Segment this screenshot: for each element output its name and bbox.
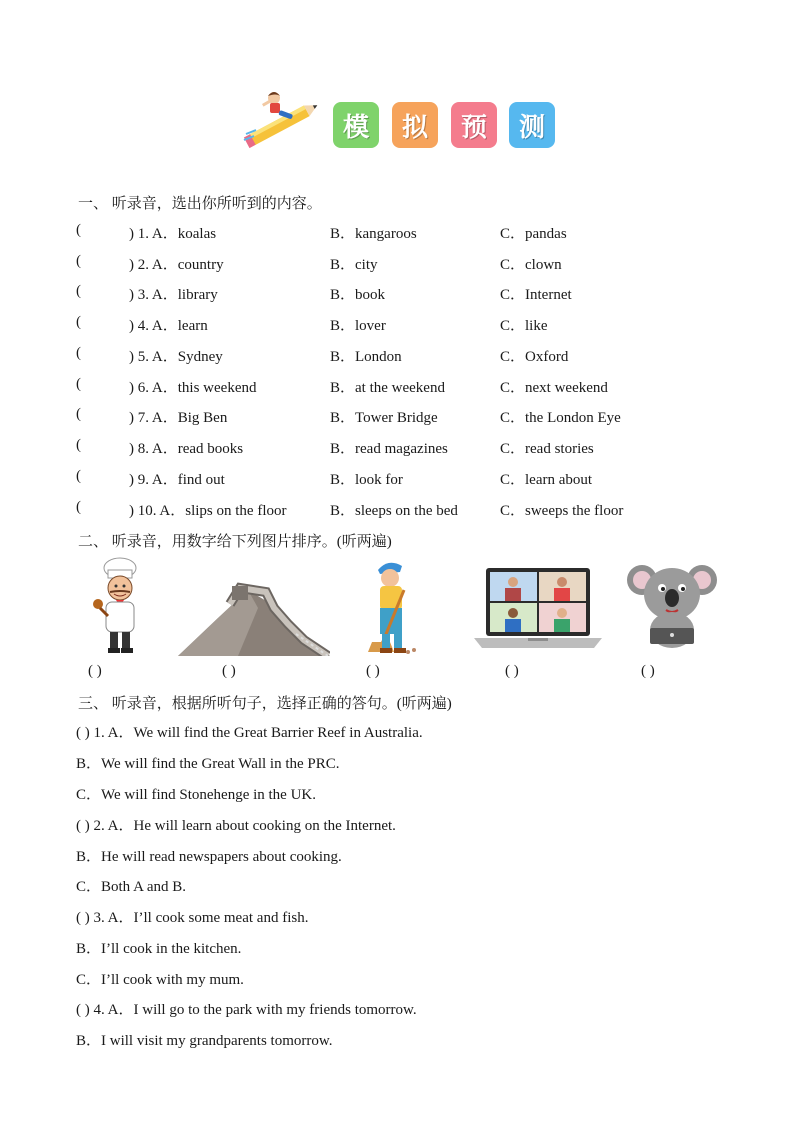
koala-laptop-icon [626, 558, 718, 650]
question-line: ( ) 4. A．I will go to the park with my friends tomorrow. [76, 1002, 417, 1018]
option-c: C．Internet [500, 287, 572, 303]
title-tile-2: 拟 [392, 102, 438, 148]
question-line: ( ) 3. A．I’ll cook some meat and fish. [76, 910, 309, 926]
question-row [76, 406, 776, 428]
question-line: ( ) 1. A．We will find the Great Barrier Reef in Australia. [76, 725, 423, 741]
question-line: ( ) 2. A．He will learn about cooking on the Internet. [76, 818, 396, 834]
option-c: C．Oxford [500, 349, 569, 365]
answer-blank[interactable]: ( [76, 345, 81, 361]
question-row [76, 345, 776, 367]
option-line: C．I’ll cook with my mum. [76, 972, 244, 988]
picture-answer-blank[interactable]: ( ) [366, 663, 380, 679]
sweeping-boy-icon [360, 556, 424, 656]
option-a: ) 2. A．country [129, 257, 224, 273]
option-c: C．like [500, 318, 548, 334]
answer-blank[interactable]: ( [76, 499, 81, 515]
picture-answer-blank[interactable]: ( ) [88, 663, 102, 679]
option-a: ) 5. A．Sydney [129, 349, 223, 365]
question-row [76, 499, 776, 521]
answer-blank[interactable]: ( [76, 222, 81, 238]
option-line: C．Both A and B. [76, 879, 187, 895]
option-line: B．We will find the Great Wall in the PRC. [76, 756, 340, 772]
option-c: C．the London Eye [500, 410, 621, 426]
option-b: B．London [330, 349, 402, 365]
question-row [76, 314, 776, 336]
title-tile-1: 模 [333, 102, 379, 148]
option-a: ) 4. A．learn [129, 318, 208, 334]
answer-blank[interactable]: ( [76, 376, 81, 392]
option-c: C．pandas [500, 226, 567, 242]
answer-blank[interactable]: ( [76, 253, 81, 269]
answer-blank[interactable]: ( [76, 314, 81, 330]
option-b: B．book [330, 287, 386, 303]
great-wall-icon [178, 578, 330, 656]
option-line: C．We will find Stonehenge in the UK. [76, 787, 317, 803]
question-row [76, 376, 776, 398]
answer-blank[interactable]: ( [76, 437, 81, 453]
option-b: B．sleeps on the bed [330, 503, 458, 519]
answer-blank[interactable]: ( [76, 468, 81, 484]
answer-blank[interactable]: ( [76, 283, 81, 299]
option-a: ) 8. A．read books [129, 441, 244, 457]
flying-pencil-girl-icon [240, 90, 324, 150]
section-3-title: 三、 听录音，根据所听句子，选择正确的答句。(听两遍) [78, 696, 452, 712]
title-tile-3: 预 [451, 102, 497, 148]
video-call-laptop-icon [474, 566, 602, 650]
option-line: B．He will read newspapers about cooking. [76, 849, 342, 865]
question-row [76, 437, 776, 459]
option-line: B．I’ll cook in the kitchen. [76, 941, 242, 957]
option-a: ) 10. A．slips on the floor [129, 503, 287, 519]
option-a: ) 9. A．find out [129, 472, 225, 488]
picture-answer-blank[interactable]: ( ) [505, 663, 519, 679]
option-c: C．sweeps the floor [500, 503, 624, 519]
title-tile-4: 测 [509, 102, 555, 148]
question-row [76, 468, 776, 490]
option-b: B．lover [330, 318, 386, 334]
section-1-title: 一、 听录音，选出你所听到的内容。 [78, 196, 322, 212]
option-a: ) 3. A．library [129, 287, 218, 303]
option-b: B．read magazines [330, 441, 448, 457]
picture-answer-blank[interactable]: ( ) [641, 663, 655, 679]
question-row [76, 283, 776, 305]
answer-blank[interactable]: ( [76, 406, 81, 422]
option-c: C．learn about [500, 472, 593, 488]
option-b: B．city [330, 257, 378, 273]
option-a: ) 7. A．Big Ben [129, 410, 228, 426]
question-row [76, 222, 776, 244]
chef-icon [88, 556, 148, 656]
page-banner [0, 88, 800, 158]
option-b: B．kangaroos [330, 226, 417, 242]
picture-answer-blank[interactable]: ( ) [222, 663, 236, 679]
section-2-title: 二、 听录音，用数字给下列图片排序。(听两遍) [78, 534, 392, 550]
option-a: ) 6. A．this weekend [129, 380, 257, 396]
option-b: B．Tower Bridge [330, 410, 438, 426]
option-a: ) 1. A．koalas [129, 226, 217, 242]
option-c: C．next weekend [500, 380, 608, 396]
option-b: B．at the weekend [330, 380, 445, 396]
option-c: C．clown [500, 257, 562, 273]
option-line: B．I will visit my grandparents tomorrow. [76, 1033, 333, 1049]
option-b: B．look for [330, 472, 403, 488]
option-c: C．read stories [500, 441, 594, 457]
question-row [76, 253, 776, 275]
